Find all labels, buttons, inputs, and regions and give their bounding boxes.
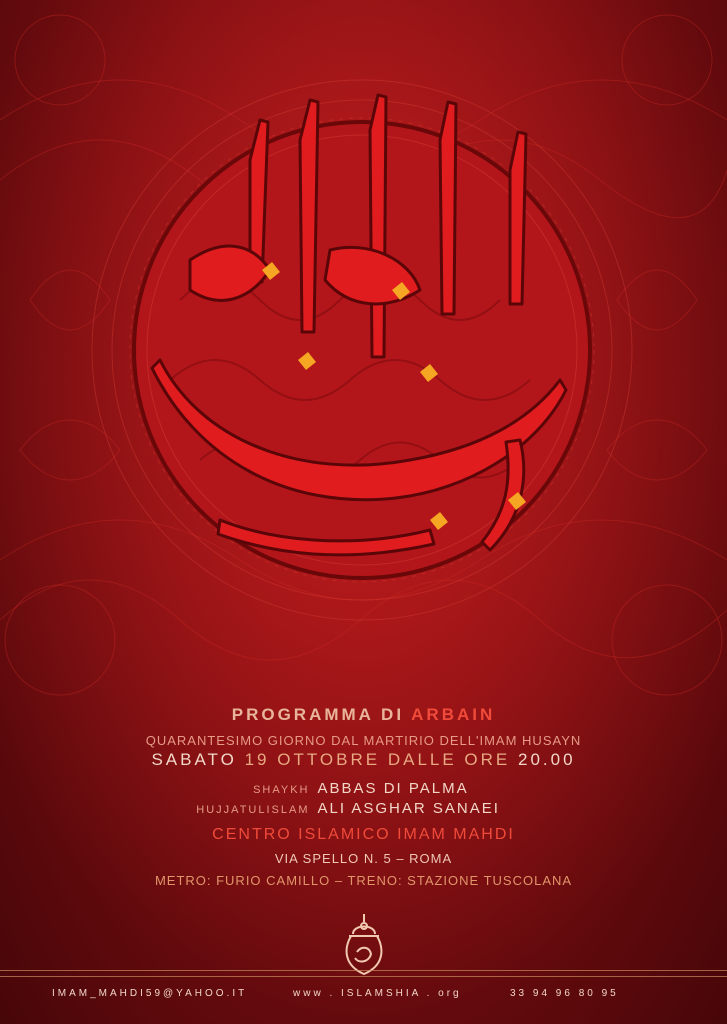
date-weekday: SABATO: [151, 750, 237, 769]
program-title-part2: ARBAIN: [411, 705, 496, 724]
islamshia-logo-icon: [331, 912, 397, 982]
event-date: [0, 750, 727, 770]
footer-website[interactable]: www . ISLAMSHIA . org: [293, 988, 462, 999]
speaker-name: ALI ASGHAR SANAEI: [317, 800, 500, 817]
speaker-row: [0, 800, 727, 820]
speaker-role: HUJJATULISLAM: [196, 804, 310, 816]
footer-phone[interactable]: 33 94 96 80 95: [510, 988, 619, 999]
program-title: [0, 705, 727, 725]
program-title-part1: PROGRAMMA DI: [231, 705, 405, 724]
venue-transport: METRO: FURIO CAMILLO – TRENO: STAZIONE TUSCOLANA: [154, 873, 573, 888]
date-month-text: OTTOBRE DALLE ORE: [277, 750, 511, 769]
date-day: 19: [244, 750, 270, 769]
footer-divider-top: [0, 970, 727, 971]
speakers-list: [0, 780, 727, 820]
program-subtitle: QUARANTESIMO GIORNO DAL MARTIRIO DELL'IMAM HUSAYN: [145, 733, 582, 748]
speaker-role: SHAYKH: [253, 784, 310, 796]
venue-address: VIA SPELLO N. 5 – ROMA: [274, 851, 453, 866]
date-time: 20.00: [518, 750, 576, 769]
footer: [0, 988, 727, 1002]
footer-divider-bottom: [0, 976, 727, 977]
speaker-row: [0, 780, 727, 800]
venue-name: CENTRO ISLAMICO IMAM MAHDI: [212, 826, 515, 843]
footer-email[interactable]: IMAM_MAHDI59@YAHOO.IT: [52, 988, 248, 999]
speaker-name: ABBAS DI PALMA: [317, 780, 469, 797]
